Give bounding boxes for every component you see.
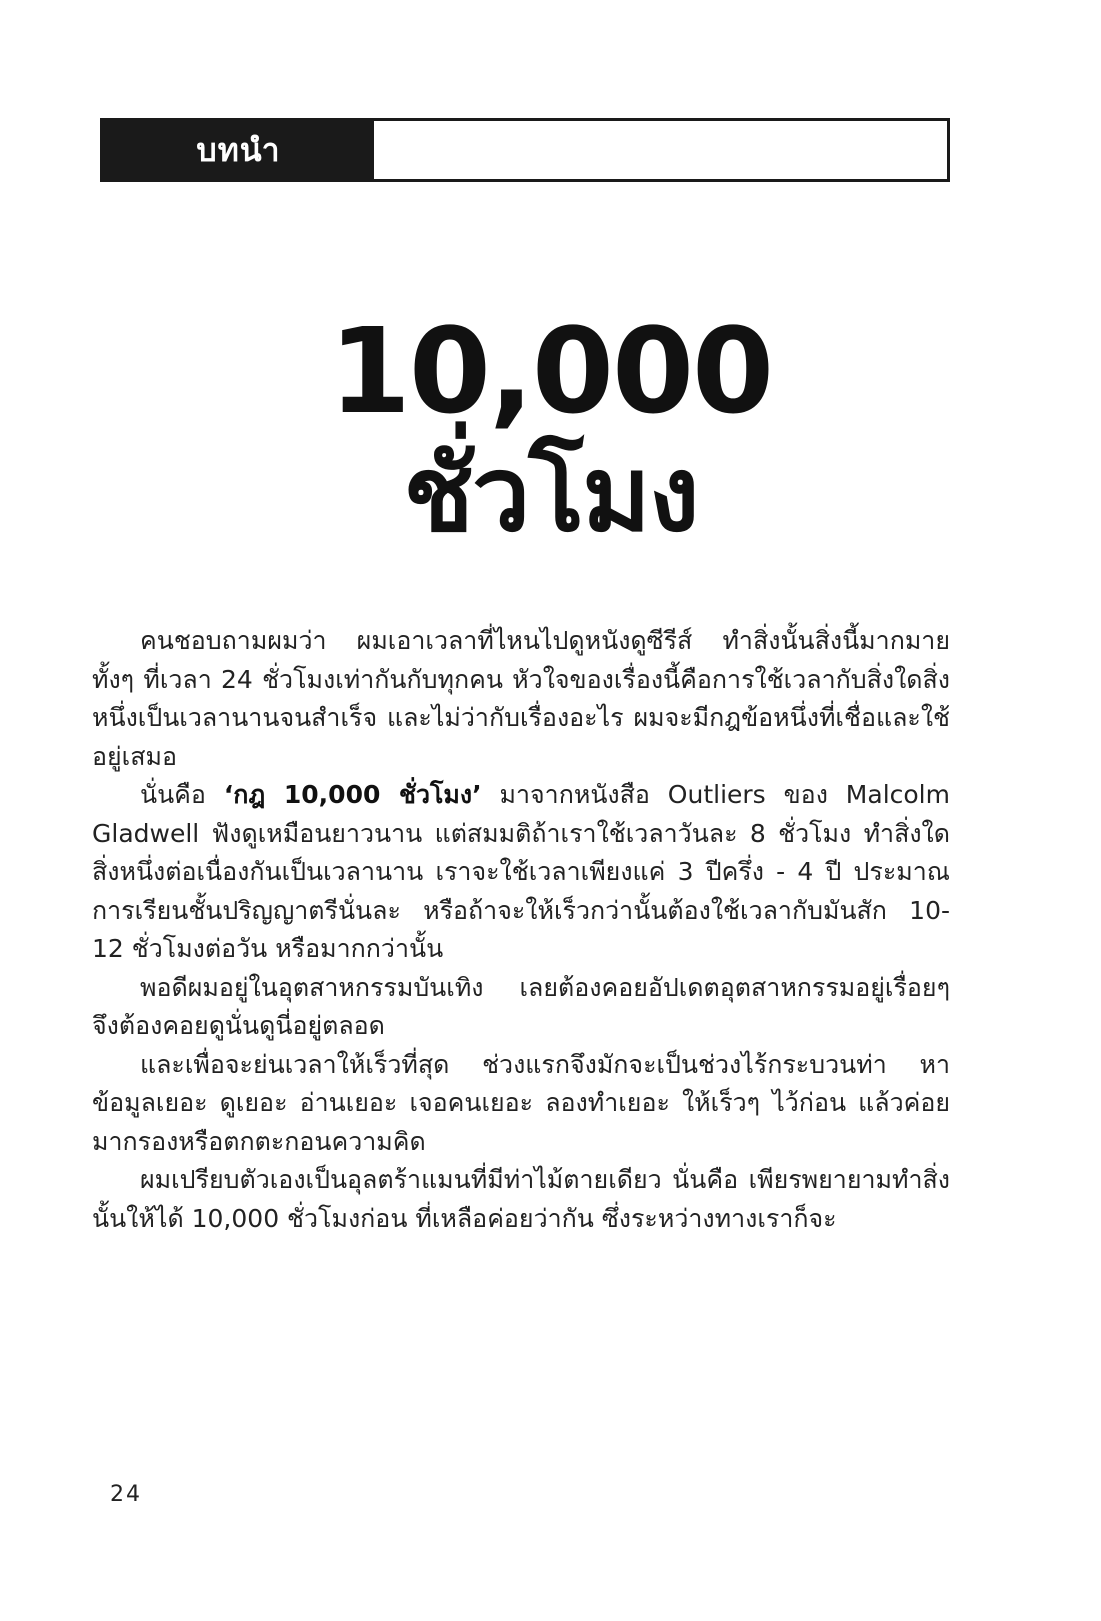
paragraph-4: และเพื่อจะย่นเวลาให้เร็วที่สุด ช่วงแรกจึงมักจะเป็นช่วงไร้กระบวนท่า หาข้อมูลเยอะ ดูเยอะ อ่านเยอะ เจอคนเยอะ ลองทำเยอะ ให้เร็วๆ ไว้ก่อน แล้วค่อยมากรองหรือตกตะกอนความคิด bbox=[92, 1049, 950, 1156]
rule-emphasis: ‘กฎ 10,000 ชั่วโมง’ bbox=[223, 780, 482, 809]
paragraph-1: คนชอบถามผมว่า ผมเอาเวลาที่ไหนไปดูหนังดูซีรีส์ ทำสิ่งนั้นสิ่งนี้มากมาย ทั้งๆ ที่เวลา 24 ชั่วโมงเท่ากันกับทุกคน หัวใจของเรื่องนี้คือการใช้เวลากับสิ่งใดสิ่งหนึ่งเป็นเวลานานจนสำเร็จ และไม่ว่ากับเรื่องอะไร ผมจะมีกฎข้อหนึ่งที่เชื่อและใช้อยู่เสมอ bbox=[92, 626, 950, 771]
paragraph-2-intro: นั่นคือ bbox=[140, 780, 224, 809]
paragraph-5: ผมเปรียบตัวเองเป็นอุลตร้าแมนที่มีท่าไม้ตายเดียว นั่นคือ เพียรพยายามทำสิ่งนั้นให้ได้ 10,000 ชั่วโมงก่อน ที่เหลือค่อยว่ากัน ซึ่งระหว่างทางเราก็จะ bbox=[92, 1165, 950, 1233]
section-header-blank bbox=[374, 121, 947, 179]
section-header bbox=[100, 118, 950, 182]
section-label: บทนำ bbox=[103, 121, 374, 179]
chapter-title bbox=[0, 302, 1101, 558]
chapter-title-line1: 10,000 bbox=[328, 302, 773, 440]
chapter-title-line2: ชั่วโมง bbox=[403, 433, 698, 555]
page-number: 24 bbox=[110, 1482, 142, 1507]
paragraph-2-rest: มาจากหนังสือ Outliers ของ Malcolm Gladwell ฟังดูเหมือนยาวนาน แต่สมมติถ้าเราใช้เวลาวันละ 8 ชั่วโมง ทำสิ่งใดสิ่งหนึ่งต่อเนื่องกันเป็นเวลานาน เราจะใช้เวลาเพียงแค่ 3 ปีครึ่ง - 4 ปี ประมาณการเรียนชั้นปริญญาตรีนั่นละ หรือถ้าจะให้เร็วกว่านั้นต้องใช้เวลากับมันสัก 10-12 ชั่วโมงต่อวัน หรือมากกว่านั้น bbox=[92, 780, 950, 963]
body-text bbox=[92, 622, 950, 1238]
paragraph-3: พอดีผมอยู่ในอุตสาหกรรมบันเทิง เลยต้องคอยอัปเดตอุตสาหกรรมอยู่เรื่อยๆ จึงต้องคอยดูนั่นดูนี่อยู่ตลอด bbox=[92, 972, 950, 1040]
paragraph-2 bbox=[92, 776, 950, 969]
